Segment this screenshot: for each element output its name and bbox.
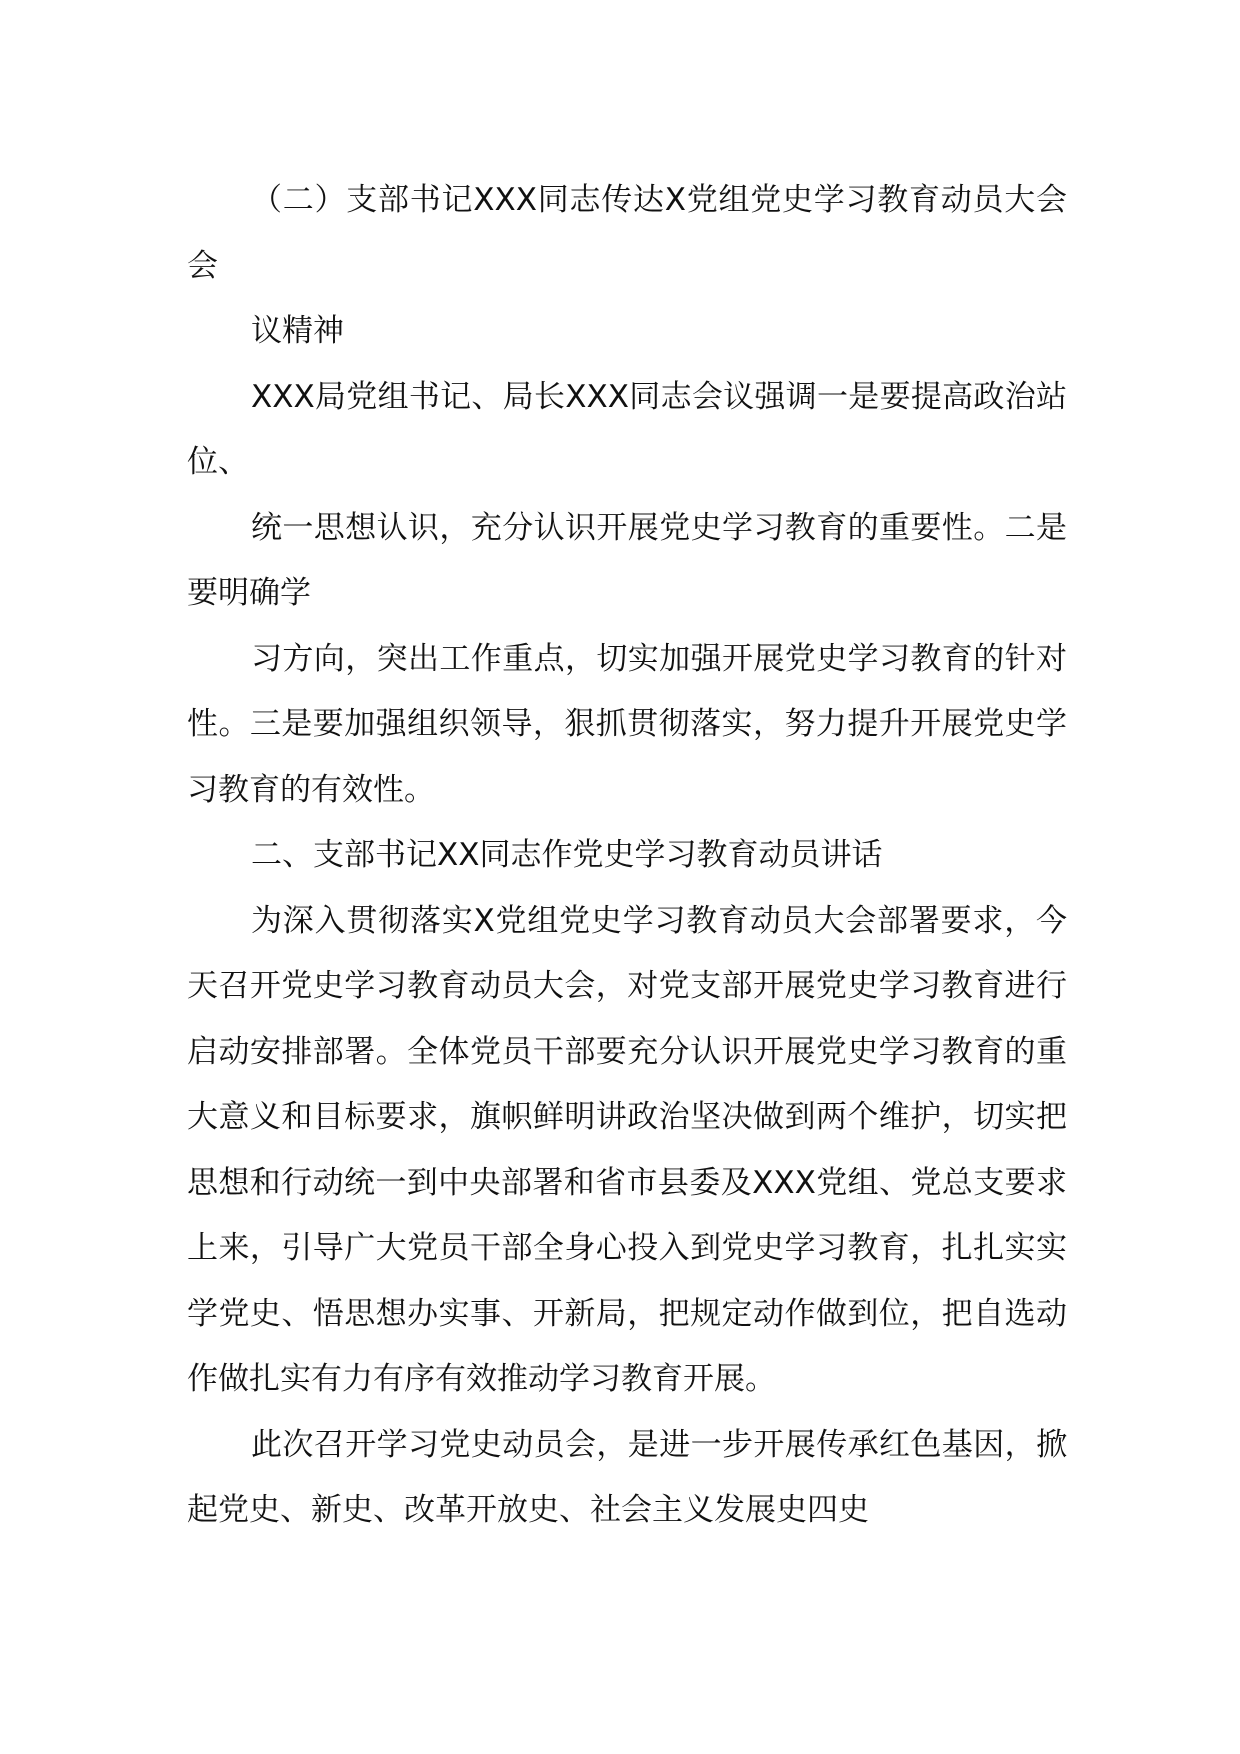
- paragraph-7: 为深入贯彻落实X党组党史学习教育动员大会部署要求，今天召开党史学习教育动员大会，对党支部开展党史学习教育进行启动安排部署。全体党员干部要充分认识开展党史学习教育的重大意义和目标要求，旗帜鲜明讲政治坚决做到两个维护，切实把思想和行动统一到中央部署和省市县委及XXX党组、党总支要求上来，引导广大党员干部全身心投入到党史学习教育，扎扎实实学党史、悟思想办实事、开新局，把规定动作做到位，把自选动作做扎实有力有序有效推动学习教育开展。: [187, 902, 1067, 1397]
- document-body: [187, 168, 1067, 1544]
- paragraph-4: 统一思想认识，充分认识开展党史学习教育的重要性。二是要明确学: [187, 509, 1067, 611]
- section-heading: 二、支部书记XX同志作党史学习教育动员讲话: [251, 837, 883, 873]
- paragraph-3: XXX局党组书记、局长XXX同志会议强调一是要提高政治站位、: [187, 378, 1067, 480]
- paragraph-5: 习方向，突出工作重点，切实加强开展党史学习教育的针对性。三是要加强组织领导，狠抓贯彻落实，努力提升开展党史学习教育的有效性。: [187, 640, 1067, 808]
- paragraph-1: （二）支部书记XXX同志传达X党组党史学习教育动员大会会: [187, 182, 1067, 284]
- paragraph-2: 议精神: [251, 313, 344, 349]
- paragraph-8: 此次召开学习党史动员会，是进一步开展传承红色基因，掀起党史、新史、改革开放史、社会主义发展史四史: [187, 1426, 1067, 1528]
